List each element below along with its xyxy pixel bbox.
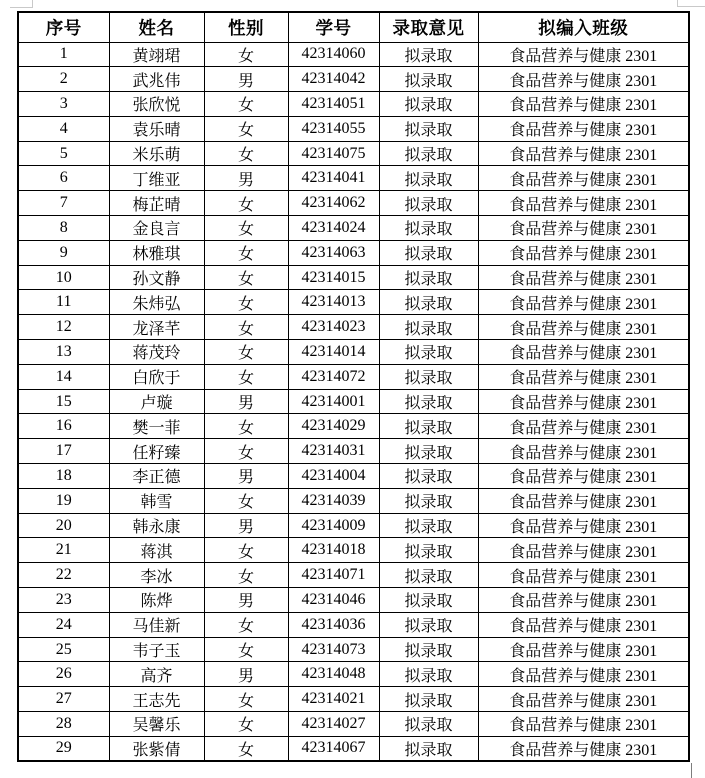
cell-gender[interactable]: 女 [204,563,288,588]
admission-roster-table [17,11,690,762]
cell-assigned-class[interactable]: 食品营养与健康 2301 [478,488,689,513]
cell-gender[interactable]: 女 [204,240,288,265]
cell-index[interactable]: 29 [18,736,109,761]
cell-admission-opinion[interactable]: 拟录取 [379,166,478,191]
gridline-artifact-top-left-vertical [32,0,33,8]
cell-student-id[interactable]: 42314073 [288,637,379,662]
cell-admission-opinion[interactable]: 拟录取 [379,736,478,761]
cell-name[interactable]: 张紫倩 [109,736,204,761]
cell-admission-opinion[interactable]: 拟录取 [379,488,478,513]
cell-gender[interactable]: 男 [204,389,288,414]
cell-assigned-class[interactable]: 食品营养与健康 2301 [478,687,689,712]
cell-name[interactable]: 吴馨乐 [109,712,204,737]
cell-assigned-class[interactable]: 食品营养与健康 2301 [478,191,689,216]
cell-gender[interactable]: 女 [204,42,288,67]
cell-gender[interactable]: 女 [204,364,288,389]
cell-gender[interactable]: 女 [204,439,288,464]
cell-student-id[interactable]: 42314024 [288,216,379,241]
cell-index[interactable]: 17 [18,439,109,464]
cell-index[interactable]: 10 [18,265,109,290]
cell-index[interactable]: 13 [18,340,109,365]
cell-index[interactable]: 14 [18,364,109,389]
table-row [18,588,689,613]
cell-gender[interactable]: 女 [204,712,288,737]
cell-student-id[interactable]: 42314072 [288,364,379,389]
cell-admission-opinion[interactable]: 拟录取 [379,389,478,414]
column-header-index[interactable]: 序号 [18,12,109,42]
cell-assigned-class[interactable]: 食品营养与健康 2301 [478,166,689,191]
cell-assigned-class[interactable]: 食品营养与健康 2301 [478,563,689,588]
table-header-row [18,12,689,42]
cell-index[interactable]: 11 [18,290,109,315]
gridline-artifact-top-right-horizontal [677,6,705,7]
cell-name[interactable]: 樊一菲 [109,414,204,439]
cell-gender[interactable]: 女 [204,488,288,513]
cell-assigned-class[interactable]: 食品营养与健康 2301 [478,736,689,761]
cell-index[interactable]: 3 [18,92,109,117]
table-row [18,116,689,141]
cell-student-id[interactable]: 42314027 [288,712,379,737]
cell-gender[interactable]: 女 [204,92,288,117]
cell-name[interactable]: 李正德 [109,464,204,489]
cell-index[interactable]: 2 [18,67,109,92]
cell-student-id[interactable]: 42314039 [288,488,379,513]
cell-admission-opinion[interactable]: 拟录取 [379,464,478,489]
cell-gender[interactable]: 女 [204,191,288,216]
cell-student-id[interactable]: 42314071 [288,563,379,588]
cell-admission-opinion[interactable]: 拟录取 [379,42,478,67]
cell-index[interactable]: 20 [18,513,109,538]
table-row [18,141,689,166]
cell-index[interactable]: 6 [18,166,109,191]
cell-index[interactable]: 1 [18,42,109,67]
cell-assigned-class[interactable]: 食品营养与健康 2301 [478,315,689,340]
table-body [18,42,689,761]
table-row [18,464,689,489]
cell-assigned-class[interactable]: 食品营养与健康 2301 [478,141,689,166]
cell-assigned-class[interactable]: 食品营养与健康 2301 [478,265,689,290]
cell-index[interactable]: 5 [18,141,109,166]
table-row [18,637,689,662]
cell-name[interactable]: 李冰 [109,563,204,588]
table-row [18,340,689,365]
gridline-artifact-bottom-right-vertical [691,763,692,778]
column-header-student-id[interactable]: 学号 [288,12,379,42]
cell-index[interactable]: 21 [18,538,109,563]
cell-admission-opinion[interactable]: 拟录取 [379,637,478,662]
cell-assigned-class[interactable]: 食品营养与健康 2301 [478,364,689,389]
cell-assigned-class[interactable]: 食品营养与健康 2301 [478,612,689,637]
cell-name[interactable]: 梅芷晴 [109,191,204,216]
cell-gender[interactable]: 女 [204,736,288,761]
cell-index[interactable]: 12 [18,315,109,340]
cell-student-id[interactable]: 42314075 [288,141,379,166]
cell-assigned-class[interactable]: 食品营养与健康 2301 [478,340,689,365]
cell-gender[interactable]: 男 [204,166,288,191]
cell-admission-opinion[interactable]: 拟录取 [379,240,478,265]
cell-admission-opinion[interactable]: 拟录取 [379,116,478,141]
cell-student-id[interactable]: 42314018 [288,538,379,563]
cell-name[interactable]: 白欣于 [109,364,204,389]
cell-gender[interactable]: 女 [204,340,288,365]
cell-name[interactable]: 高齐 [109,662,204,687]
cell-name[interactable]: 任籽臻 [109,439,204,464]
table-row [18,389,689,414]
cell-admission-opinion[interactable]: 拟录取 [379,687,478,712]
cell-admission-opinion[interactable]: 拟录取 [379,439,478,464]
cell-assigned-class[interactable]: 食品营养与健康 2301 [478,116,689,141]
cell-name[interactable]: 黄翊珺 [109,42,204,67]
cell-assigned-class[interactable]: 食品营养与健康 2301 [478,439,689,464]
column-header-assigned-class[interactable]: 拟编入班级 [478,12,689,42]
cell-admission-opinion[interactable]: 拟录取 [379,712,478,737]
cell-assigned-class[interactable]: 食品营养与健康 2301 [478,513,689,538]
table-row [18,240,689,265]
cell-name[interactable]: 韩永康 [109,513,204,538]
cell-admission-opinion[interactable]: 拟录取 [379,364,478,389]
table-row [18,166,689,191]
table-row [18,414,689,439]
cell-gender[interactable]: 女 [204,216,288,241]
cell-gender[interactable]: 女 [204,687,288,712]
cell-gender[interactable]: 女 [204,141,288,166]
gridline-artifact-top-right-vertical [677,0,678,7]
cell-gender[interactable]: 女 [204,414,288,439]
cell-student-id[interactable]: 42314015 [288,265,379,290]
cell-student-id[interactable]: 42314055 [288,116,379,141]
table-row [18,265,689,290]
table-row [18,712,689,737]
cell-gender[interactable]: 女 [204,538,288,563]
cell-index[interactable]: 9 [18,240,109,265]
cell-gender[interactable]: 女 [204,290,288,315]
cell-index[interactable]: 23 [18,588,109,613]
cell-gender[interactable]: 男 [204,67,288,92]
cell-student-id[interactable]: 42314060 [288,42,379,67]
cell-student-id[interactable]: 42314031 [288,439,379,464]
cell-student-id[interactable]: 42314067 [288,736,379,761]
cell-student-id[interactable]: 42314042 [288,67,379,92]
cell-index[interactable]: 28 [18,712,109,737]
table-row [18,364,689,389]
cell-admission-opinion[interactable]: 拟录取 [379,290,478,315]
cell-index[interactable]: 27 [18,687,109,712]
column-header-name[interactable]: 姓名 [109,12,204,42]
cell-admission-opinion[interactable]: 拟录取 [379,612,478,637]
cell-name[interactable]: 龙泽芊 [109,315,204,340]
table-row [18,736,689,761]
cell-assigned-class[interactable]: 食品营养与健康 2301 [478,588,689,613]
cell-gender[interactable]: 男 [204,662,288,687]
cell-name[interactable]: 蒋淇 [109,538,204,563]
cell-assigned-class[interactable]: 食品营养与健康 2301 [478,290,689,315]
cell-assigned-class[interactable]: 食品营养与健康 2301 [478,67,689,92]
gridline-artifact-top-left-horizontal [10,7,33,8]
cell-index[interactable]: 4 [18,116,109,141]
cell-index[interactable]: 18 [18,464,109,489]
cell-index[interactable]: 25 [18,637,109,662]
cell-admission-opinion[interactable]: 拟录取 [379,92,478,117]
cell-name[interactable]: 马佳新 [109,612,204,637]
cell-gender[interactable]: 女 [204,315,288,340]
table-row [18,216,689,241]
table-row [18,488,689,513]
cell-student-id[interactable]: 42314051 [288,92,379,117]
cell-name[interactable]: 陈烨 [109,588,204,613]
cell-student-id[interactable]: 42314048 [288,662,379,687]
table-row [18,92,689,117]
cell-admission-opinion[interactable]: 拟录取 [379,315,478,340]
column-header-gender[interactable]: 性别 [204,12,288,42]
cell-admission-opinion[interactable]: 拟录取 [379,662,478,687]
cell-assigned-class[interactable]: 食品营养与健康 2301 [478,216,689,241]
column-header-admission-opinion[interactable]: 录取意见 [379,12,478,42]
table-row [18,662,689,687]
cell-student-id[interactable]: 42314004 [288,464,379,489]
table-row [18,315,689,340]
table-row [18,290,689,315]
cell-gender[interactable]: 女 [204,612,288,637]
cell-name[interactable]: 丁维亚 [109,166,204,191]
cell-admission-opinion[interactable]: 拟录取 [379,216,478,241]
cell-assigned-class[interactable]: 食品营养与健康 2301 [478,538,689,563]
cell-admission-opinion[interactable]: 拟录取 [379,265,478,290]
cell-name[interactable]: 金良言 [109,216,204,241]
cell-assigned-class[interactable]: 食品营养与健康 2301 [478,389,689,414]
cell-student-id[interactable]: 42314029 [288,414,379,439]
cell-gender[interactable]: 女 [204,116,288,141]
cell-name[interactable]: 朱炜弘 [109,290,204,315]
cell-assigned-class[interactable]: 食品营养与健康 2301 [478,42,689,67]
table-row [18,687,689,712]
cell-student-id[interactable]: 42314001 [288,389,379,414]
cell-admission-opinion[interactable]: 拟录取 [379,588,478,613]
cell-admission-opinion[interactable]: 拟录取 [379,141,478,166]
cell-gender[interactable]: 男 [204,588,288,613]
cell-index[interactable]: 16 [18,414,109,439]
cell-student-id[interactable]: 42314046 [288,588,379,613]
cell-student-id[interactable]: 42314062 [288,191,379,216]
cell-admission-opinion[interactable]: 拟录取 [379,563,478,588]
cell-gender[interactable]: 男 [204,464,288,489]
cell-name[interactable]: 韦子玉 [109,637,204,662]
table-row [18,42,689,67]
cell-name[interactable]: 林雅琪 [109,240,204,265]
cell-admission-opinion[interactable]: 拟录取 [379,67,478,92]
cell-name[interactable]: 袁乐晴 [109,116,204,141]
cell-student-id[interactable]: 42314041 [288,166,379,191]
cell-student-id[interactable]: 42314023 [288,315,379,340]
cell-name[interactable]: 米乐萌 [109,141,204,166]
cell-admission-opinion[interactable]: 拟录取 [379,191,478,216]
cell-index[interactable]: 19 [18,488,109,513]
cell-assigned-class[interactable]: 食品营养与健康 2301 [478,464,689,489]
cell-gender[interactable]: 男 [204,513,288,538]
cell-index[interactable]: 7 [18,191,109,216]
cell-name[interactable]: 张欣悦 [109,92,204,117]
table-row [18,191,689,216]
cell-student-id[interactable]: 42314014 [288,340,379,365]
cell-admission-opinion[interactable]: 拟录取 [379,538,478,563]
table-row [18,612,689,637]
cell-gender[interactable]: 女 [204,637,288,662]
cell-student-id[interactable]: 42314021 [288,687,379,712]
cell-admission-opinion[interactable]: 拟录取 [379,414,478,439]
table-row [18,538,689,563]
cell-index[interactable]: 22 [18,563,109,588]
cell-assigned-class[interactable]: 食品营养与健康 2301 [478,414,689,439]
cell-index[interactable]: 26 [18,662,109,687]
cell-assigned-class[interactable]: 食品营养与健康 2301 [478,92,689,117]
cell-admission-opinion[interactable]: 拟录取 [379,340,478,365]
cell-assigned-class[interactable]: 食品营养与健康 2301 [478,662,689,687]
table-row [18,563,689,588]
cell-student-id[interactable]: 42314009 [288,513,379,538]
cell-index[interactable]: 15 [18,389,109,414]
cell-index[interactable]: 24 [18,612,109,637]
cell-name[interactable]: 王志先 [109,687,204,712]
table-row [18,513,689,538]
cell-admission-opinion[interactable]: 拟录取 [379,513,478,538]
cell-student-id[interactable]: 42314036 [288,612,379,637]
cell-name[interactable]: 武兆伟 [109,67,204,92]
cell-index[interactable]: 8 [18,216,109,241]
cell-assigned-class[interactable]: 食品营养与健康 2301 [478,637,689,662]
cell-assigned-class[interactable]: 食品营养与健康 2301 [478,712,689,737]
cell-student-id[interactable]: 42314013 [288,290,379,315]
cell-student-id[interactable]: 42314063 [288,240,379,265]
cell-assigned-class[interactable]: 食品营养与健康 2301 [478,240,689,265]
cell-name[interactable]: 韩雪 [109,488,204,513]
cell-name[interactable]: 卢璇 [109,389,204,414]
table-row [18,439,689,464]
cell-name[interactable]: 孙文静 [109,265,204,290]
table-row [18,67,689,92]
cell-gender[interactable]: 女 [204,265,288,290]
cell-name[interactable]: 蒋茂玲 [109,340,204,365]
